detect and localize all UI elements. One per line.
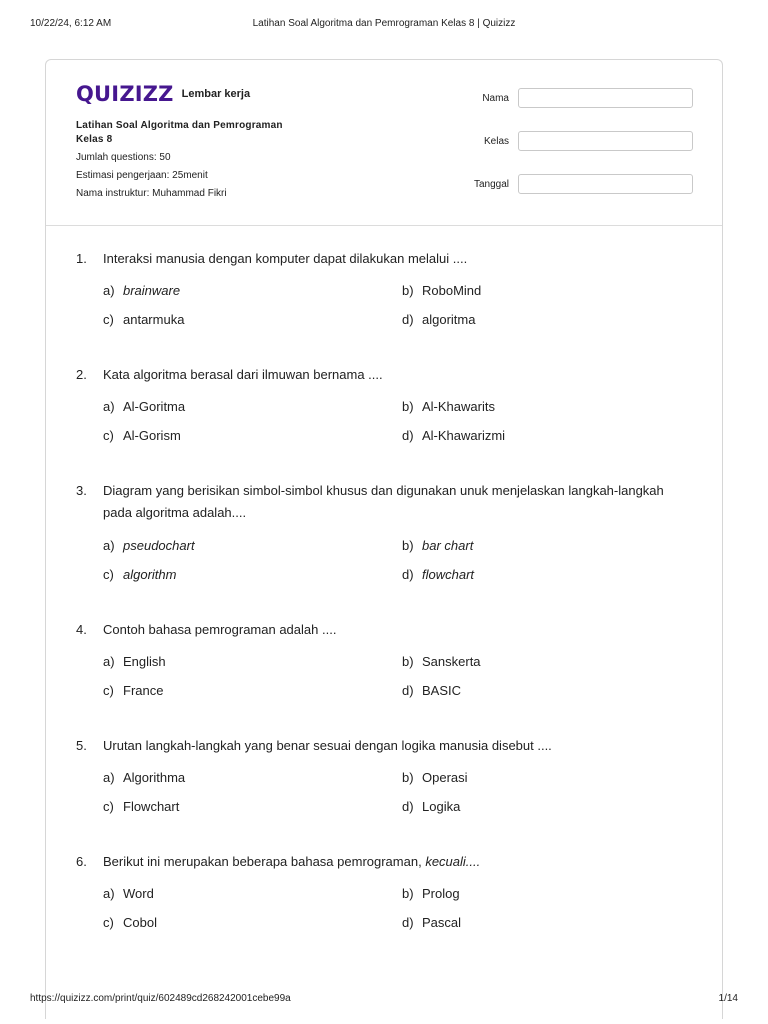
- option-c[interactable]: c) algorithm: [103, 567, 177, 582]
- question-text: Diagram yang berisikan simbol-simbol khusus dan digunakan unuk menjelaskan langkah-langkah pada algoritma adalah....: [103, 483, 664, 520]
- question-number: 2.: [76, 367, 87, 382]
- print-page-title: Latihan Soal Algoritma dan Pemrograman Kelas 8 | Quizizz: [252, 18, 516, 29]
- option-a[interactable]: a) Al-Goritma: [103, 399, 186, 414]
- answer-options: [103, 538, 693, 598]
- option-a[interactable]: a) pseudochart: [103, 538, 195, 553]
- answer-options: [103, 770, 693, 830]
- question-3: [76, 480, 696, 619]
- question-number: 3.: [76, 483, 87, 498]
- option-b[interactable]: b) Operasi: [402, 770, 468, 785]
- print-footer: [30, 993, 738, 1007]
- worksheet-card: [45, 59, 723, 1019]
- estimated-duration: Estimasi pengerjaan: 25menit: [76, 170, 208, 181]
- question-1: [76, 248, 696, 364]
- option-a[interactable]: a) English: [103, 654, 166, 669]
- question-number: 5.: [76, 738, 87, 753]
- class-label: Kelas: [483, 136, 509, 147]
- question-4: [76, 619, 696, 735]
- question-text: Interaksi manusia dengan komputer dapat dilakukan melalui ....: [103, 251, 468, 266]
- quiz-meta: [76, 119, 336, 201]
- answer-options: [103, 886, 693, 946]
- date-label: Tanggal: [473, 179, 509, 190]
- question-list: [76, 248, 696, 967]
- option-b[interactable]: b) RoboMind: [402, 283, 482, 298]
- option-c[interactable]: c) Al-Gorism: [103, 428, 181, 443]
- answer-options: [103, 399, 693, 459]
- worksheet-label: Lembar kerja: [181, 88, 251, 100]
- question-number: 4.: [76, 622, 87, 637]
- name-input[interactable]: [518, 88, 693, 108]
- name-field-row: [446, 88, 693, 110]
- question-2: [76, 364, 696, 480]
- question-5: [76, 735, 696, 851]
- question-text: Contoh bahasa pemrograman adalah ....: [103, 622, 337, 637]
- option-c[interactable]: c) France: [103, 683, 164, 698]
- option-d[interactable]: d) BASIC: [402, 683, 462, 698]
- option-d[interactable]: d) Al-Khawarizmi: [402, 428, 506, 443]
- date-input[interactable]: [518, 174, 693, 194]
- print-url: https://quizizz.com/print/quiz/602489cd268242001cebe99a: [30, 993, 291, 1004]
- option-c[interactable]: c) Flowchart: [103, 799, 180, 814]
- name-label: Nama: [482, 93, 509, 104]
- question-text: [103, 851, 693, 873]
- option-b[interactable]: b) Prolog: [402, 886, 460, 901]
- class-field-row: [446, 131, 693, 153]
- instructor-name: Nama instruktur: Muhammad Fikri: [76, 188, 227, 199]
- print-datetime: 10/22/24, 6:12 AM: [30, 18, 112, 29]
- option-d[interactable]: d) Logika: [402, 799, 461, 814]
- question-text: Kata algoritma berasal dari ilmuwan bernama ....: [103, 367, 383, 382]
- worksheet-header: [46, 60, 722, 226]
- answer-options: [103, 283, 693, 343]
- question-text-tail: ....: [465, 854, 481, 869]
- option-c[interactable]: c) antarmuka: [103, 312, 185, 327]
- option-b[interactable]: b) bar chart: [402, 538, 474, 553]
- option-b[interactable]: b) Sanskerta: [402, 654, 481, 669]
- quiz-title: Latihan Soal Algoritma dan Pemrograman: [76, 120, 283, 131]
- question-number: 6.: [76, 854, 87, 869]
- logo-wordmark: QUIZIZZ: [76, 82, 174, 106]
- question-text-main: Berikut ini merupakan beberapa bahasa pemrograman,: [103, 854, 426, 869]
- quiz-class: Kelas 8: [76, 134, 113, 145]
- question-number: 1.: [76, 251, 87, 266]
- option-b[interactable]: b) Al-Khawarits: [402, 399, 495, 414]
- print-page-number: 1/14: [718, 993, 738, 1004]
- option-d[interactable]: d) flowchart: [402, 567, 475, 582]
- option-a[interactable]: a) brainware: [103, 283, 181, 298]
- question-6: [76, 851, 696, 967]
- answer-options: [103, 654, 693, 714]
- question-text-emphasis: kecuali: [425, 854, 466, 869]
- quizizz-logo: [76, 82, 250, 106]
- option-d[interactable]: d) Pascal: [402, 915, 462, 930]
- class-input[interactable]: [518, 131, 693, 151]
- question-text: Urutan langkah-langkah yang benar sesuai dengan logika manusia disebut ....: [103, 738, 552, 753]
- questions-count: Jumlah questions: 50: [76, 152, 171, 163]
- option-a[interactable]: a) Algorithma: [103, 770, 186, 785]
- option-c[interactable]: c) Cobol: [103, 915, 157, 930]
- option-d[interactable]: d) algoritma: [402, 312, 476, 327]
- date-field-row: [446, 174, 693, 196]
- option-a[interactable]: a) Word: [103, 886, 154, 901]
- print-header: [30, 18, 738, 32]
